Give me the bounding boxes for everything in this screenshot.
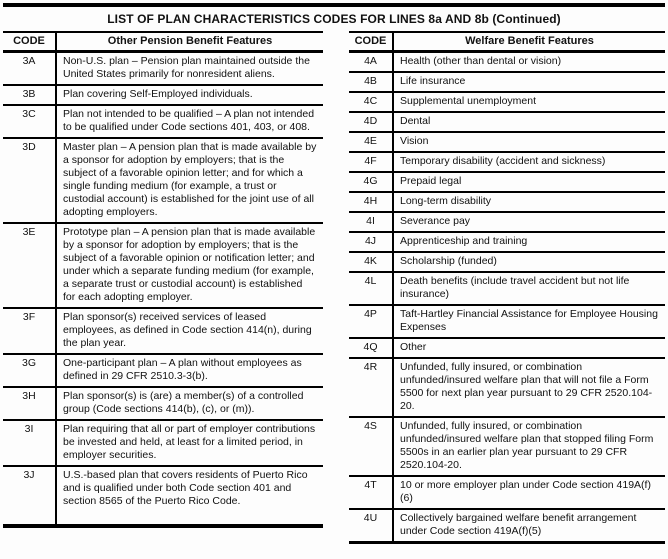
table-row	[3, 354, 323, 387]
table-row	[349, 172, 665, 192]
code-cell: 3C	[3, 105, 56, 138]
table-row	[349, 252, 665, 272]
table-row	[3, 308, 323, 354]
table-row	[349, 112, 665, 132]
code-cell: 4P	[349, 305, 393, 338]
feature-cell: Vision	[393, 132, 665, 152]
pension-features-table	[3, 31, 323, 528]
feature-cell: Master plan – A pension plan that is made available by a sponsor for adoption by employers; that is the subject of a favorable opinion letter; and for which a single funding medium (for example, a trust or custodial account) is established for the joint use of all adopting employers.	[56, 138, 323, 223]
feature-cell: Dental	[393, 112, 665, 132]
table-header-row	[349, 32, 665, 52]
code-cell: 4A	[349, 52, 393, 73]
code-cell: 4J	[349, 232, 393, 252]
feature-cell: Scholarship (funded)	[393, 252, 665, 272]
feature-cell: Unfunded, fully insured, or combination unfunded/insured welfare plan that will not file a Form 5500 for next plan year pursuant to 29 CFR 2520.104-20.	[393, 358, 665, 417]
code-cell: 4E	[349, 132, 393, 152]
table-row	[349, 305, 665, 338]
code-cell: 3J	[3, 466, 56, 526]
code-cell: 4D	[349, 112, 393, 132]
table-row	[349, 338, 665, 358]
feature-cell: Severance pay	[393, 212, 665, 232]
code-column-header: CODE	[3, 32, 56, 52]
feature-cell: Other	[393, 338, 665, 358]
table-row	[349, 52, 665, 73]
code-cell: 4R	[349, 358, 393, 417]
table-row	[3, 52, 323, 86]
table-row	[349, 212, 665, 232]
feature-cell: Collectively bargained welfare benefit arrangement under Code section 419A(f)(5)	[393, 509, 665, 543]
feature-cell: Apprenticeship and training	[393, 232, 665, 252]
feature-cell: U.S.-based plan that covers residents of Puerto Rico and is qualified under both Code section 401 and section 8565 of the Puerto Rico Code.	[56, 466, 323, 526]
table-row	[3, 420, 323, 466]
feature-cell: Plan not intended to be qualified – A plan not intended to be qualified under Code sections 401, 403, or 408.	[56, 105, 323, 138]
table-row	[3, 466, 323, 526]
feature-cell: Long-term disability	[393, 192, 665, 212]
table-row	[349, 192, 665, 212]
code-cell: 4G	[349, 172, 393, 192]
code-cell: 3B	[3, 85, 56, 105]
table-row	[349, 417, 665, 476]
table-row	[349, 152, 665, 172]
code-cell: 3I	[3, 420, 56, 466]
table-row	[349, 232, 665, 252]
code-cell: 4U	[349, 509, 393, 543]
table-row	[349, 92, 665, 112]
feature-cell: Unfunded, fully insured, or combination unfunded/insured welfare plan that stopped filing Form 5500s in an earlier plan year pursuant to 29 CFR 2520.104-20.	[393, 417, 665, 476]
table-row	[3, 223, 323, 308]
table-row	[349, 358, 665, 417]
feature-cell: Prepaid legal	[393, 172, 665, 192]
code-cell: 3A	[3, 52, 56, 86]
code-cell: 4Q	[349, 338, 393, 358]
feature-cell: Supplemental unemployment	[393, 92, 665, 112]
table-row	[349, 509, 665, 543]
code-cell: 4T	[349, 476, 393, 509]
code-cell: 4F	[349, 152, 393, 172]
table-row	[3, 387, 323, 420]
feature-cell: Plan covering Self-Employed individuals.	[56, 85, 323, 105]
table-header-row	[3, 32, 323, 52]
table-row	[349, 72, 665, 92]
code-cell: 3E	[3, 223, 56, 308]
feature-cell: Prototype plan – A pension plan that is made available by a sponsor for adoption by employers; that is the subject of a favorable opinion or notification letter; and under which a separate funding medium (for example, a separate trust or custodial account) is established for each adopting employer.	[56, 223, 323, 308]
code-cell: 3D	[3, 138, 56, 223]
feature-cell: Temporary disability (accident and sickness)	[393, 152, 665, 172]
code-cell: 3H	[3, 387, 56, 420]
page-title: LIST OF PLAN CHARACTERISTICS CODES FOR LINES 8a AND 8b (Continued)	[107, 12, 561, 26]
code-cell: 4C	[349, 92, 393, 112]
welfare-features-header: Welfare Benefit Features	[393, 32, 665, 52]
code-cell: 4B	[349, 72, 393, 92]
pension-features-header: Other Pension Benefit Features	[56, 32, 323, 52]
tables-container	[3, 31, 665, 544]
table-row	[349, 132, 665, 152]
feature-cell: One-participant plan – A plan without employees as defined in 29 CFR 2510.3-3(b).	[56, 354, 323, 387]
table-row	[3, 105, 323, 138]
feature-cell: Non-U.S. plan – Pension plan maintained outside the United States primarily for nonresident aliens.	[56, 52, 323, 86]
table-row	[3, 138, 323, 223]
table-row	[3, 85, 323, 105]
feature-cell: Health (other than dental or vision)	[393, 52, 665, 73]
feature-cell: Plan sponsor(s) is (are) a member(s) of a controlled group (Code sections 414(b), (c), or (m)).	[56, 387, 323, 420]
table-row	[349, 476, 665, 509]
code-cell: 4S	[349, 417, 393, 476]
feature-cell: Taft-Hartley Financial Assistance for Employee Housing Expenses	[393, 305, 665, 338]
feature-cell: Life insurance	[393, 72, 665, 92]
code-cell: 3G	[3, 354, 56, 387]
code-column-header: CODE	[349, 32, 393, 52]
code-cell: 4L	[349, 272, 393, 305]
welfare-features-table	[349, 31, 665, 544]
feature-cell: 10 or more employer plan under Code section 419A(f)(6)	[393, 476, 665, 509]
code-cell: 4K	[349, 252, 393, 272]
code-cell: 3F	[3, 308, 56, 354]
feature-cell: Death benefits (include travel accident but not life insurance)	[393, 272, 665, 305]
feature-cell: Plan sponsor(s) received services of leased employees, as defined in Code section 414(n), during the plan year.	[56, 308, 323, 354]
code-cell: 4H	[349, 192, 393, 212]
feature-cell: Plan requiring that all or part of employer contributions be invested and held, at least for a limited period, in employer securities.	[56, 420, 323, 466]
table-row	[349, 272, 665, 305]
code-cell: 4I	[349, 212, 393, 232]
